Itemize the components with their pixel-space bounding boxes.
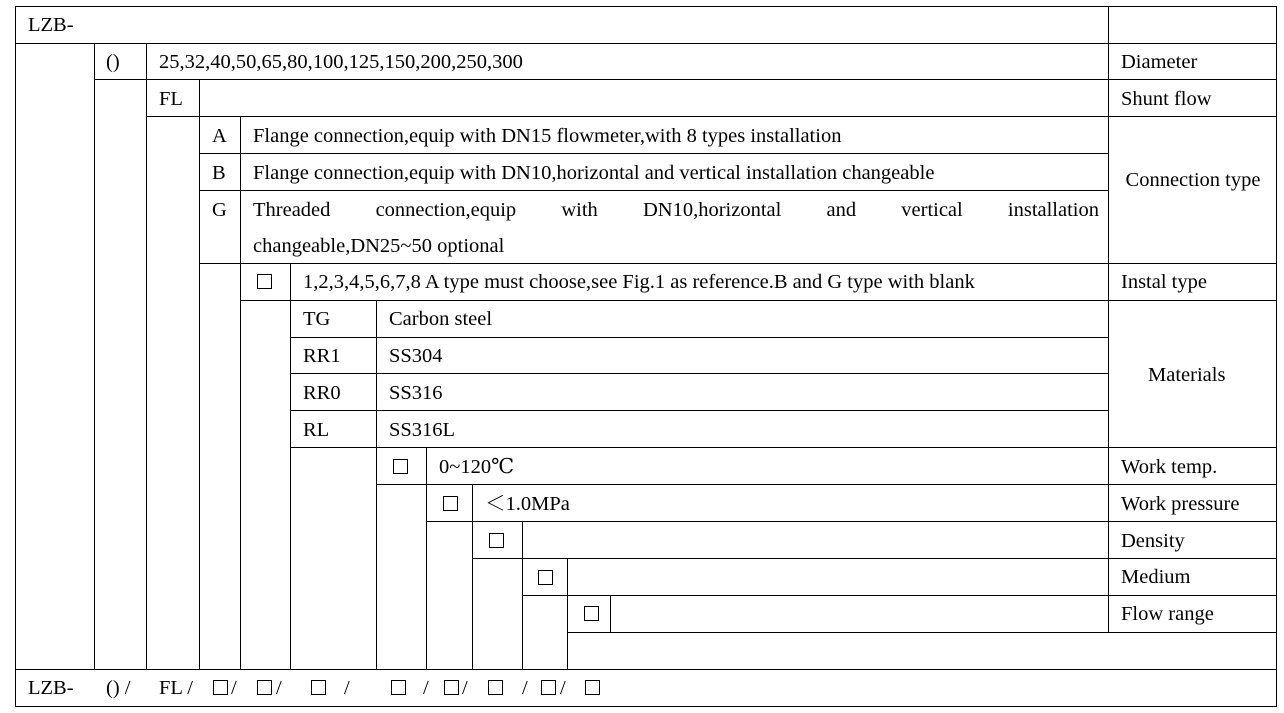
- footer-checkbox: [213, 680, 228, 695]
- footer-sep: /: [231, 677, 237, 699]
- rule: [426, 521, 1277, 522]
- diameter-values: 25,32,40,50,65,80,100,125,150,200,250,300: [159, 51, 523, 73]
- rule: [15, 6, 1277, 7]
- rule: [567, 558, 568, 670]
- install-checkbox[interactable]: [257, 274, 272, 289]
- rule: [15, 43, 1277, 44]
- footer-diameter-sep: () /: [106, 677, 131, 699]
- rule: [290, 410, 1109, 411]
- footer-checkbox: [444, 680, 459, 695]
- rule: [1108, 6, 1109, 633]
- work-pressure-checkbox[interactable]: [443, 496, 458, 511]
- rule: [94, 43, 95, 670]
- work-temp-label: Work temp.: [1121, 456, 1218, 478]
- rule: [472, 558, 1277, 559]
- material-text-rl: SS316L: [389, 419, 456, 441]
- rule: [290, 337, 1109, 338]
- rule: [290, 373, 1109, 374]
- connection-text-b: Flange connection,equip with DN10,horizontal and vertical installation changeable: [253, 162, 935, 184]
- work-temp-checkbox[interactable]: [393, 459, 408, 474]
- connection-label: Connection type: [1125, 169, 1261, 191]
- flow-range-label: Flow range: [1121, 603, 1214, 625]
- install-text: 1,2,3,4,5,6,7,8 A type must choose,see Fig.1 as reference.B and G type with blank: [303, 271, 975, 293]
- rule: [1276, 6, 1277, 707]
- rule: [290, 263, 291, 670]
- rule: [94, 79, 1277, 80]
- material-text-rr0: SS316: [389, 382, 443, 404]
- material-code-tg: TG: [303, 308, 331, 330]
- rule: [522, 521, 523, 670]
- rule: [290, 447, 1277, 448]
- material-text-tg: Carbon steel: [389, 308, 493, 330]
- rule: [15, 669, 1277, 670]
- footer-sep: /: [276, 677, 282, 699]
- footer-checkbox: [541, 680, 556, 695]
- footer-shunt-sep: FL /: [159, 677, 193, 699]
- footer-checkbox: [257, 680, 272, 695]
- rule: [146, 43, 147, 670]
- rule: [426, 447, 427, 670]
- footer-checkbox: [488, 680, 503, 695]
- connection-code-a: A: [212, 125, 227, 147]
- rule: [240, 300, 1277, 301]
- connection-text-g-line2: changeable,DN25~50 optional: [253, 235, 505, 257]
- footer-sep: /: [344, 677, 350, 699]
- rule: [610, 595, 611, 632]
- rule: [199, 263, 1277, 264]
- material-text-rr1: SS304: [389, 345, 443, 367]
- shunt-code: FL: [159, 88, 183, 110]
- rule: [199, 79, 200, 670]
- footer-prefix: LZB-: [28, 677, 74, 699]
- medium-label: Medium: [1121, 566, 1191, 588]
- rule: [376, 300, 377, 670]
- rule: [522, 595, 1277, 596]
- work-pressure-text: ＜1.0MPa: [485, 493, 570, 515]
- rule: [376, 484, 1277, 485]
- footer-sep: /: [423, 677, 429, 699]
- footer-checkbox: [311, 680, 326, 695]
- diameter-label: Diameter: [1121, 51, 1198, 73]
- material-code-rl: RL: [303, 419, 330, 441]
- flow-range-checkbox[interactable]: [584, 606, 599, 621]
- connection-text-g: Threaded connection,equip with DN10,horizontal and vertical installation: [253, 199, 1099, 221]
- materials-label: Materials: [1148, 364, 1226, 386]
- rule: [567, 632, 1277, 633]
- work-temp-text: 0~120℃: [439, 456, 515, 478]
- footer-sep: /: [560, 677, 566, 699]
- footer-checkbox: [391, 680, 406, 695]
- rule: [15, 706, 1277, 707]
- footer-sep: /: [522, 677, 528, 699]
- density-checkbox[interactable]: [489, 533, 504, 548]
- medium-checkbox[interactable]: [538, 570, 553, 585]
- rule: [199, 153, 1109, 154]
- model-prefix: LZB-: [28, 14, 74, 36]
- connection-code-g: G: [212, 199, 227, 221]
- density-label: Density: [1121, 530, 1185, 552]
- rule: [199, 190, 1109, 191]
- material-code-rr1: RR1: [303, 345, 341, 367]
- footer-checkbox: [585, 680, 600, 695]
- diameter-code: (): [106, 51, 120, 73]
- material-code-rr0: RR0: [303, 382, 341, 404]
- rule: [15, 6, 16, 707]
- rule: [472, 484, 473, 670]
- work-pressure-label: Work pressure: [1121, 493, 1240, 515]
- install-label: Instal type: [1121, 271, 1207, 293]
- shunt-label: Shunt flow: [1121, 88, 1212, 110]
- footer-sep: /: [462, 677, 468, 699]
- rule: [240, 116, 241, 670]
- connection-code-b: B: [212, 162, 226, 184]
- connection-text-a: Flange connection,equip with DN15 flowmeter,with 8 types installation: [253, 125, 842, 147]
